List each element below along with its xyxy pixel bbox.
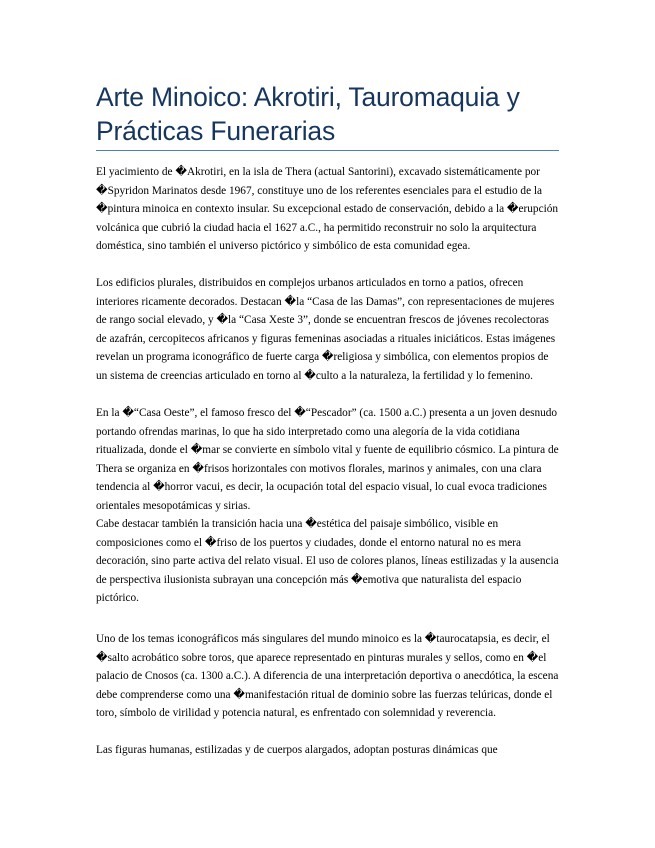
paragraph-paisaje: Cabe destacar también la transición hacia una �estética del paisaje simbólico, visible en composiciones como el �friso de los puertos y ciudades, donde el entorno natural no es mera decoración, sino parte activa del relato visual. El uso de colores planos, líneas estilizadas y la ausencia de perspectiva ilusionista subrayan una concepción más �emotiva que naturalista del espacio pictórico. — [96, 518, 559, 605]
paragraph-edificios: Los edificios plurales, distribuidos en complejos urbanos articulados en torno a patios, ofrecen interiores ricamente decorados. Destacan �la “Casa de las Damas”, con representaciones de mujeres de rango social elevado, y �la “Casa Xeste 3”, donde se encuentran frescos de jóvenes recolectoras de azafrán, cercopitecos africanos y figuras femeninas asociadas a rituales iniciáticos. Estas imágenes revelan un programa iconográfico de fuerte carga �religiosa y simbólica, con elementos propios de un sistema de creencias articulado en torno al �culto a la naturaleza, la fertilidad y lo femenino. — [96, 277, 556, 382]
paragraph-figuras: Las figuras humanas, estilizadas y de cuerpos alargados, adoptan posturas dinámicas que — [96, 744, 498, 756]
paragraph-akrotiri: El yacimiento de �Akrotiri, en la isla de Thera (actual Santorini), excavado sistemáticamente por �Spyridon Marinatos desde 1967, constituye uno de los referentes esenciales para el estudio de la �pintura minoica en contexto insular. Su excepcional estado de conservación, debido a la �erupción volcánica que cubrió la ciudad hacia el 1627 a.C., ha permitido reconstruir no solo la arquitectura doméstica, sino también el universo pictórico y simbólico de esta comunidad egea. — [96, 166, 559, 253]
paragraph-casa-oeste: En la �“Casa Oeste”, el famoso fresco del �“Pescador” (ca. 1500 a.C.) presenta a un joven desnudo portando ofrendas marinas, lo que ha sido interpretado como una alegoría de la vida cotidiana ritualizada, donde el �mar se convierte en símbolo vital y fuente de equilibrio cósmico. La pintura de Thera se organiza en �frisos horizontales con motivos florales, marinos y animales, con una clara tendencia al �horror vacui, es decir, la ocupación total del espacio visual, lo cual evoca tradiciones orientales mesopotámicas y sirias. — [96, 407, 559, 512]
paragraph-taurocatapsia: Uno de los temas iconográficos más singulares del mundo minoico es la �taurocatapsia, es decir, el �salto acrobático sobre toros, que aparece representado en pinturas murales y sellos, como en �el palacio de Cnosos (ca. 1300 a.C.). A diferencia de una interpretación deportiva o anecdótica, la escena debe comprenderse como una �manifestación ritual de dominio sobre las fuerzas telúricas, donde el toro, símbolo de virilidad y potencia natural, es enfrentado con solemnidad y reverencia. — [96, 633, 559, 720]
title-underline — [96, 150, 559, 151]
document-title: Arte Minoico: Akrotiri, Tauromaquia y Prácticas Funerarias — [96, 82, 520, 146]
